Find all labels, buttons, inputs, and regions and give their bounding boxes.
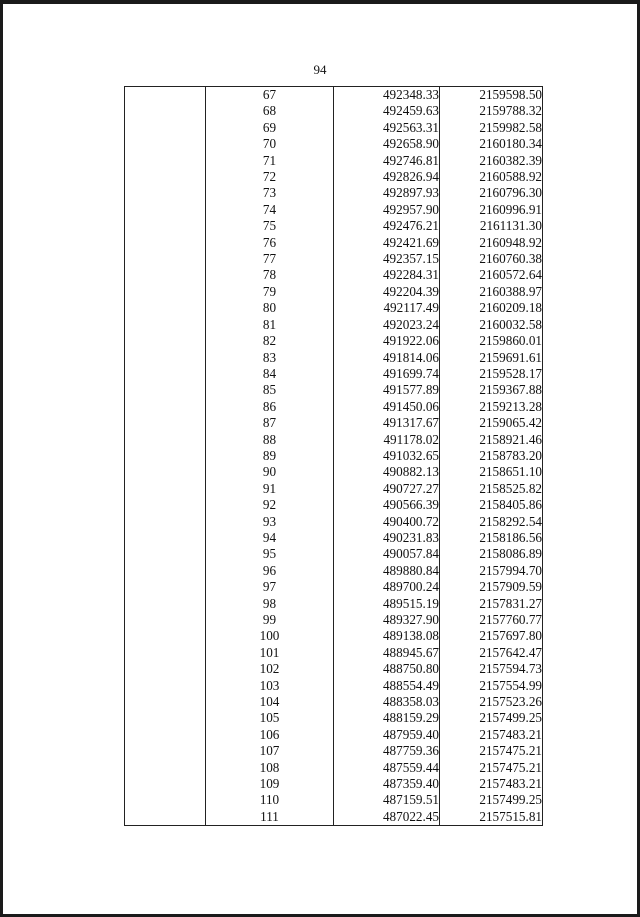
x-coordinate-cell: 492563.31 xyxy=(334,120,440,136)
y-coordinate-cell: 2157499.25 xyxy=(440,710,543,726)
y-coordinate-cell: 2161131.30 xyxy=(440,218,543,234)
point-id-cell: 73 xyxy=(206,185,334,201)
x-coordinate-cell: 491178.02 xyxy=(334,432,440,448)
blank-cell xyxy=(125,809,206,826)
table-row xyxy=(125,317,543,333)
x-coordinate-cell: 492826.94 xyxy=(334,169,440,185)
point-id-cell: 89 xyxy=(206,448,334,464)
table-row xyxy=(125,333,543,349)
blank-cell xyxy=(125,120,206,136)
table-row xyxy=(125,530,543,546)
point-id-cell: 107 xyxy=(206,743,334,759)
y-coordinate-cell: 2157909.59 xyxy=(440,579,543,595)
x-coordinate-cell: 487159.51 xyxy=(334,792,440,808)
table-row xyxy=(125,694,543,710)
blank-cell xyxy=(125,350,206,366)
blank-cell xyxy=(125,792,206,808)
y-coordinate-cell: 2160572.64 xyxy=(440,267,543,283)
x-coordinate-cell: 487759.36 xyxy=(334,743,440,759)
blank-cell xyxy=(125,514,206,530)
blank-cell xyxy=(125,284,206,300)
point-id-cell: 90 xyxy=(206,464,334,480)
x-coordinate-cell: 491450.06 xyxy=(334,399,440,415)
point-id-cell: 80 xyxy=(206,300,334,316)
y-coordinate-cell: 2158405.86 xyxy=(440,497,543,513)
blank-cell xyxy=(125,235,206,251)
table-row xyxy=(125,136,543,152)
table-row xyxy=(125,448,543,464)
y-coordinate-cell: 2159691.61 xyxy=(440,350,543,366)
y-coordinate-cell: 2157831.27 xyxy=(440,596,543,612)
blank-cell xyxy=(125,497,206,513)
blank-cell xyxy=(125,612,206,628)
x-coordinate-cell: 491922.06 xyxy=(334,333,440,349)
point-id-cell: 96 xyxy=(206,563,334,579)
blank-cell xyxy=(125,415,206,431)
y-coordinate-cell: 2158186.56 xyxy=(440,530,543,546)
table-row xyxy=(125,628,543,644)
point-id-cell: 87 xyxy=(206,415,334,431)
point-id-cell: 85 xyxy=(206,382,334,398)
table-row xyxy=(125,251,543,267)
x-coordinate-cell: 490231.83 xyxy=(334,530,440,546)
table-row xyxy=(125,300,543,316)
x-coordinate-cell: 489138.08 xyxy=(334,628,440,644)
y-coordinate-cell: 2157475.21 xyxy=(440,760,543,776)
table-row xyxy=(125,563,543,579)
table-row xyxy=(125,661,543,677)
x-coordinate-cell: 492476.21 xyxy=(334,218,440,234)
x-coordinate-cell: 492023.24 xyxy=(334,317,440,333)
blank-cell xyxy=(125,317,206,333)
blank-cell xyxy=(125,185,206,201)
y-coordinate-cell: 2159213.28 xyxy=(440,399,543,415)
table-row xyxy=(125,415,543,431)
y-coordinate-cell: 2157697.80 xyxy=(440,628,543,644)
blank-cell xyxy=(125,760,206,776)
x-coordinate-cell: 492284.31 xyxy=(334,267,440,283)
blank-cell xyxy=(125,136,206,152)
x-coordinate-cell: 490727.27 xyxy=(334,481,440,497)
x-coordinate-cell: 492897.93 xyxy=(334,185,440,201)
x-coordinate-cell: 488945.67 xyxy=(334,645,440,661)
x-coordinate-cell: 489700.24 xyxy=(334,579,440,595)
blank-cell xyxy=(125,628,206,644)
table-row xyxy=(125,546,543,562)
y-coordinate-cell: 2158086.89 xyxy=(440,546,543,562)
y-coordinate-cell: 2157515.81 xyxy=(440,809,543,826)
x-coordinate-cell: 491577.89 xyxy=(334,382,440,398)
point-id-cell: 95 xyxy=(206,546,334,562)
x-coordinate-cell: 492204.39 xyxy=(334,284,440,300)
x-coordinate-cell: 490566.39 xyxy=(334,497,440,513)
point-id-cell: 83 xyxy=(206,350,334,366)
y-coordinate-cell: 2159788.32 xyxy=(440,103,543,119)
blank-cell xyxy=(125,448,206,464)
x-coordinate-cell: 489327.90 xyxy=(334,612,440,628)
point-id-cell: 70 xyxy=(206,136,334,152)
point-id-cell: 103 xyxy=(206,678,334,694)
page-border-left xyxy=(0,0,3,917)
table-row xyxy=(125,169,543,185)
blank-cell xyxy=(125,366,206,382)
y-coordinate-cell: 2160388.97 xyxy=(440,284,543,300)
x-coordinate-cell: 487959.40 xyxy=(334,727,440,743)
x-coordinate-cell: 492421.69 xyxy=(334,235,440,251)
table-row xyxy=(125,153,543,169)
table-row xyxy=(125,218,543,234)
point-id-cell: 74 xyxy=(206,202,334,218)
table-row xyxy=(125,103,543,119)
blank-cell xyxy=(125,103,206,119)
y-coordinate-cell: 2159065.42 xyxy=(440,415,543,431)
point-id-cell: 84 xyxy=(206,366,334,382)
page-number: 94 xyxy=(313,62,327,77)
y-coordinate-cell: 2160996.91 xyxy=(440,202,543,218)
blank-cell xyxy=(125,87,206,104)
table-row xyxy=(125,267,543,283)
page-border-top xyxy=(0,0,640,4)
blank-cell xyxy=(125,563,206,579)
point-id-cell: 79 xyxy=(206,284,334,300)
y-coordinate-cell: 2160209.18 xyxy=(440,300,543,316)
table-row xyxy=(125,185,543,201)
blank-cell xyxy=(125,530,206,546)
point-id-cell: 71 xyxy=(206,153,334,169)
point-id-cell: 110 xyxy=(206,792,334,808)
point-id-cell: 106 xyxy=(206,727,334,743)
y-coordinate-cell: 2157483.21 xyxy=(440,727,543,743)
table-row xyxy=(125,760,543,776)
blank-cell xyxy=(125,464,206,480)
blank-cell xyxy=(125,267,206,283)
point-id-cell: 88 xyxy=(206,432,334,448)
y-coordinate-cell: 2158783.20 xyxy=(440,448,543,464)
y-coordinate-cell: 2159982.58 xyxy=(440,120,543,136)
y-coordinate-cell: 2159367.88 xyxy=(440,382,543,398)
blank-cell xyxy=(125,382,206,398)
table-row xyxy=(125,596,543,612)
point-id-cell: 69 xyxy=(206,120,334,136)
point-id-cell: 72 xyxy=(206,169,334,185)
x-coordinate-cell: 490882.13 xyxy=(334,464,440,480)
y-coordinate-cell: 2157554.99 xyxy=(440,678,543,694)
point-id-cell: 78 xyxy=(206,267,334,283)
table-row xyxy=(125,645,543,661)
x-coordinate-cell: 492658.90 xyxy=(334,136,440,152)
point-id-cell: 91 xyxy=(206,481,334,497)
table-row xyxy=(125,350,543,366)
point-id-cell: 92 xyxy=(206,497,334,513)
blank-cell xyxy=(125,596,206,612)
x-coordinate-cell: 490400.72 xyxy=(334,514,440,530)
y-coordinate-cell: 2160588.92 xyxy=(440,169,543,185)
y-coordinate-cell: 2157499.25 xyxy=(440,792,543,808)
blank-cell xyxy=(125,251,206,267)
blank-cell xyxy=(125,645,206,661)
table-row xyxy=(125,497,543,513)
y-coordinate-cell: 2160796.30 xyxy=(440,185,543,201)
x-coordinate-cell: 492746.81 xyxy=(334,153,440,169)
table-row xyxy=(125,678,543,694)
y-coordinate-cell: 2157475.21 xyxy=(440,743,543,759)
table-row xyxy=(125,464,543,480)
point-id-cell: 82 xyxy=(206,333,334,349)
y-coordinate-cell: 2159598.50 xyxy=(440,87,543,104)
point-id-cell: 81 xyxy=(206,317,334,333)
point-id-cell: 97 xyxy=(206,579,334,595)
point-id-cell: 101 xyxy=(206,645,334,661)
x-coordinate-cell: 491699.74 xyxy=(334,366,440,382)
y-coordinate-cell: 2157760.77 xyxy=(440,612,543,628)
x-coordinate-cell: 492459.63 xyxy=(334,103,440,119)
y-coordinate-cell: 2157594.73 xyxy=(440,661,543,677)
y-coordinate-cell: 2157994.70 xyxy=(440,563,543,579)
table-row xyxy=(125,399,543,415)
point-id-cell: 108 xyxy=(206,760,334,776)
point-id-cell: 76 xyxy=(206,235,334,251)
x-coordinate-cell: 492117.49 xyxy=(334,300,440,316)
table-row xyxy=(125,366,543,382)
point-id-cell: 94 xyxy=(206,530,334,546)
blank-cell xyxy=(125,743,206,759)
y-coordinate-cell: 2157483.21 xyxy=(440,776,543,792)
point-id-cell: 67 xyxy=(206,87,334,104)
x-coordinate-cell: 489515.19 xyxy=(334,596,440,612)
table-row xyxy=(125,382,543,398)
point-id-cell: 104 xyxy=(206,694,334,710)
point-id-cell: 93 xyxy=(206,514,334,530)
table-row xyxy=(125,235,543,251)
coordinates-table xyxy=(124,86,543,826)
table-row xyxy=(125,792,543,808)
blank-cell xyxy=(125,300,206,316)
x-coordinate-cell: 492357.15 xyxy=(334,251,440,267)
blank-cell xyxy=(125,481,206,497)
blank-cell xyxy=(125,333,206,349)
x-coordinate-cell: 491814.06 xyxy=(334,350,440,366)
table-row xyxy=(125,481,543,497)
point-id-cell: 75 xyxy=(206,218,334,234)
blank-cell xyxy=(125,218,206,234)
blank-cell xyxy=(125,710,206,726)
x-coordinate-cell: 488750.80 xyxy=(334,661,440,677)
y-coordinate-cell: 2160760.38 xyxy=(440,251,543,267)
table-row xyxy=(125,809,543,826)
table-row xyxy=(125,776,543,792)
point-id-cell: 111 xyxy=(206,809,334,826)
blank-cell xyxy=(125,727,206,743)
y-coordinate-cell: 2157642.47 xyxy=(440,645,543,661)
blank-cell xyxy=(125,432,206,448)
blank-cell xyxy=(125,153,206,169)
blank-cell xyxy=(125,776,206,792)
x-coordinate-cell: 492348.33 xyxy=(334,87,440,104)
x-coordinate-cell: 488554.49 xyxy=(334,678,440,694)
table-row xyxy=(125,710,543,726)
table-row xyxy=(125,202,543,218)
x-coordinate-cell: 490057.84 xyxy=(334,546,440,562)
blank-cell xyxy=(125,579,206,595)
x-coordinate-cell: 487559.44 xyxy=(334,760,440,776)
point-id-cell: 86 xyxy=(206,399,334,415)
blank-cell xyxy=(125,202,206,218)
x-coordinate-cell: 487022.45 xyxy=(334,809,440,826)
x-coordinate-cell: 491317.67 xyxy=(334,415,440,431)
table-row xyxy=(125,432,543,448)
blank-cell xyxy=(125,399,206,415)
x-coordinate-cell: 492957.90 xyxy=(334,202,440,218)
point-id-cell: 68 xyxy=(206,103,334,119)
y-coordinate-cell: 2160948.92 xyxy=(440,235,543,251)
x-coordinate-cell: 489880.84 xyxy=(334,563,440,579)
table-row xyxy=(125,743,543,759)
y-coordinate-cell: 2159528.17 xyxy=(440,366,543,382)
table-row xyxy=(125,727,543,743)
point-id-cell: 99 xyxy=(206,612,334,628)
table-row xyxy=(125,612,543,628)
point-id-cell: 98 xyxy=(206,596,334,612)
table-row xyxy=(125,284,543,300)
x-coordinate-cell: 487359.40 xyxy=(334,776,440,792)
coordinates-table-body xyxy=(125,87,543,826)
y-coordinate-cell: 2160382.39 xyxy=(440,153,543,169)
point-id-cell: 105 xyxy=(206,710,334,726)
point-id-cell: 109 xyxy=(206,776,334,792)
y-coordinate-cell: 2158292.54 xyxy=(440,514,543,530)
blank-cell xyxy=(125,694,206,710)
y-coordinate-cell: 2158525.82 xyxy=(440,481,543,497)
point-id-cell: 102 xyxy=(206,661,334,677)
y-coordinate-cell: 2160180.34 xyxy=(440,136,543,152)
table-row xyxy=(125,579,543,595)
table-row xyxy=(125,514,543,530)
blank-cell xyxy=(125,678,206,694)
blank-cell xyxy=(125,546,206,562)
y-coordinate-cell: 2160032.58 xyxy=(440,317,543,333)
x-coordinate-cell: 491032.65 xyxy=(334,448,440,464)
point-id-cell: 77 xyxy=(206,251,334,267)
point-id-cell: 100 xyxy=(206,628,334,644)
blank-cell xyxy=(125,169,206,185)
y-coordinate-cell: 2157523.26 xyxy=(440,694,543,710)
table-row xyxy=(125,120,543,136)
x-coordinate-cell: 488358.03 xyxy=(334,694,440,710)
table-row xyxy=(125,87,543,104)
y-coordinate-cell: 2158921.46 xyxy=(440,432,543,448)
y-coordinate-cell: 2158651.10 xyxy=(440,464,543,480)
x-coordinate-cell: 488159.29 xyxy=(334,710,440,726)
blank-cell xyxy=(125,661,206,677)
y-coordinate-cell: 2159860.01 xyxy=(440,333,543,349)
